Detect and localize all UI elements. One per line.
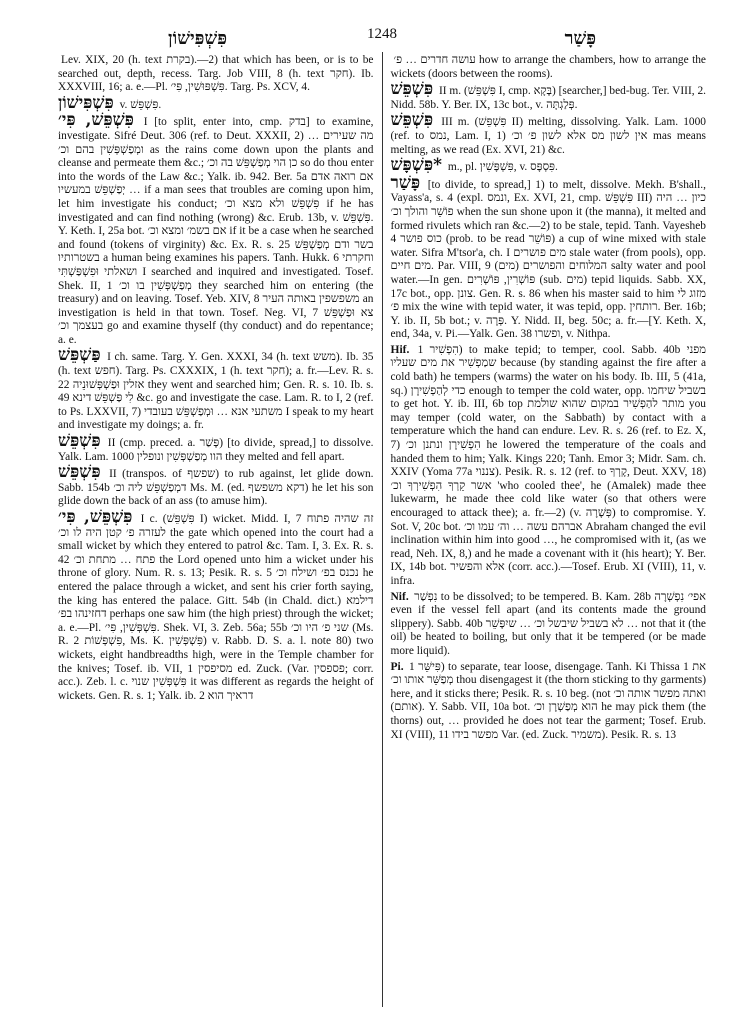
entry-headword: פִּשְׁפֵּשׁ	[390, 79, 434, 100]
entry-headword: פִּשְׁפֵּשׁ, פִּי׳	[58, 110, 134, 131]
entry-text: I c. (פִּשְׁפֵּשׁ I) wicket. Midd. I, 7 זה שהיה פתוח לעזרה פ׳ קטן היה לו וכ׳ the gate which opened into the court had a small wicket by which they entered to patrol &c. Tam. I, 3. Ex. R. s. 42 פתח … מתחת וכ׳ the Lord opened unto him a wicket under his throne of glory. Num. R. s. 13; Pesik. R. s. 5 נכנס בפ׳ ושילח וכ׳ he entered the palace through a wicket, and sent his crier forth saying, the king has entered the palace. Gitt. 54b (in Chald. dict.) דילמא דחזינהו בפ׳ perhaps one saw him (the high priest) through the wicket; a. e.—Pl. פִּשְׁפְּשִׁין, פִּי׳. Shek. VI, 3. Zeb. 56a; 55b שני פ׳ היו וכ׳ (Ms. R. 2 פִּשְׁפְּשׁוֹת, Ms. K. פִּשְׁפְּשִׁין) v. Rabb. D. S. a. l. note 80) two wickets, eight handbreadths high, were in the Temple chamber for the knives; Tosef. ib. VII, 1 מסיפסין ed. Zuck. (Var. פספסין; corr. acc.). Zeb. l. c. פִּשְׁפְּשִׁין שנוי it was different as regards the height of wickets. Gen. R. s. 1; Yalk. ib. 2 דראיך הוא	[58, 513, 374, 702]
dictionary-entry	[390, 172, 707, 342]
running-head-left: פִּשְׁפִּישׁוֹן	[168, 28, 227, 48]
dictionary-entry	[391, 344, 707, 589]
entry-headword: פִּשְׁפֵּשׁ	[390, 110, 434, 131]
entry-text: I [to split, enter into, cmp. בדק] to examine, investigate. Sifré Deut. 306 (ref. to Deut. XXXII, 2) מה שעירים … ומְפַשְׁפְּשִׁין בהם וכ׳ as the rains come down upon the plants and cleanse and permeate them &c.; כן הוי מְפַשְׁפֵּשׁ בה וכ׳ so do thou enter into the words of the Law &c.; Yalk. ib. 942. Ber. 5a אם רואה אדם … יְפַשְׁפֵּשׁ במעשיו if a man sees that troubles are coming upon him, let him investigate his conduct; פִּשְׁפֵּשׁ ולא מצא וכ׳ if he has investigated and can find nothing (wrong) &c. Erub. 13b, v. פִּשְׁפֵּשׁ. Y. Keth. I, 25a bot. אם בשמ׳ ומצא וכ׳ if it be a case when he searched and found (tokens of virginity) &c. Ex. R. s. 25 בשר ודם מְפַשְׁפֵּשׁ בשטרותיו a human being examines his papers. Tanh. Hukk. 6 וחקרתי ושאלתי וּפִשְׁפַּשְׁתִּי I searched and inquired and investigated. Tosef. Shek. II, 1 מְפַשְׁפְּשִׁין בו וכ׳ they searched him on entering (the treasury) and on leaving. Tosef. Yeb. XIV, 8 משפשפין באותה העיר an investigation is held in that town. Tosef. Neg. VI, 7 צא וּפַשְׁפֵּשׁ בעצמך וכ׳ go and examine thyself (thy conduct) and do repentance; a. e.	[58, 116, 374, 346]
entry-headword: *פִּשְׁפָּשׁ	[390, 155, 442, 176]
entry-headword: פַּשְׁפֵּשׁ	[58, 345, 101, 366]
binyan-label: Pi.	[390, 660, 404, 673]
dictionary-entry	[58, 507, 374, 703]
page-number: 1248	[367, 26, 397, 42]
entry-headword: פִּשְׁפִּישׁוֹן	[58, 92, 114, 113]
dictionary-entry	[58, 345, 374, 433]
entry-text: II (cmp. preced. a. פָּשַׁר) [to divide, spread,] to dissolve. Yalk. Lam. 1000 הוו מְפַשְׁפְּשִׁין ונופלין they melted and fell apart.	[58, 437, 374, 463]
dictionary-entry	[391, 591, 707, 659]
entry-text: פִּישֵּׁר 1) to separate, tear loose, disengage. Tanh. Ki Thissa 1 את מְפַשֵּׁר אותו וכ׳ thou disengagest it (the thorn sticking to thy garments) here, and it sticks there; Pesik. R. s. 10 beg. (not ואתה מפשר אותה וכ׳ (אותם). Y. Sabb. VII, 10a bot. הוא מְפַשְׁרָן וכ׳ he may pick them (the thorns) out, … provided he does not tear the garment; Tosef. Erub. XI (VIII), 11 מפשר בידו Var. (ed. Zuck. משמיר). Pesik. R. s. 13	[390, 660, 706, 741]
dictionary-entry	[391, 52, 707, 81]
entry-text: m., pl. פִּשְׁפָּשִׁין, v. פִּסְפָּס.	[447, 161, 558, 174]
entry-text: II m. (פִּשְׁפֵּשׁ I, cmp. בָּקָא) [searcher,] bed-bug. Ter. VIII, 2. Nidd. 58b. Y. Ber. IX, 13c bot., v. פְּלַגְתָּה.	[390, 85, 706, 111]
entry-headword: פִּשְׁפֵּשׁ	[58, 431, 101, 452]
dictionary-entry	[390, 79, 707, 112]
entry-text: [to divide, to spread,] 1) to melt, dissolve. Mekh. B'shall., Vayass'a, s. 4 (expl. ונמס, Ex. XVI, 21, cmp. פִּשְׁפֵּשׁ III) כיון … היה פוֹשֵׁר והולך וכ׳ when the sun shone upon it (the manna), it melted and formed rivulets which ran &c.—2) to be stale, tepid. Tanh. Vayesheb 4 כוס פושר (prob. to be read פּוֹשֵׁר) a cup of wine mixed with stale water. Sifra M'tsor'a, ch. I מים פושרים stale water (from pools), opp. מים חיים. Par. VIII, 9 (מים) המלוחים והפושרים salty water and pool water.—In gen. פּוֹשְׁרִין, פּוֹשְׁרִים (sub. מים) tepid liquids. Sabb. XX, 17c bot., opp. צונן. Gen. R. s. 86 when his master said to him מזוג לי פ׳ mix the wine with tepid water, it was tepid, opp. רותחין. Ber. 16b; Y. ib. II, 5b bot.; v. פְּרָה. Y. Nidd. II, beg. 50c; a. fr.—[Y. Keth. X, end, 34a, v. Pi.—Yalk. Gen. 38 ופשרו, v. Nithpa.	[390, 178, 706, 341]
running-head	[58, 18, 706, 52]
entry-text: II (transpos. of שפשף) to rub against, let glide down. Sabb. 154b דמְפַשְׁפֵּשׁ ליה וכ׳ Ms. M. (ed. דקא משפשף) he let his son glide down the back of an ass (to amuse him).	[58, 468, 374, 508]
entry-text: v. פִּשְׁפֵּשׁ.	[119, 98, 162, 111]
entry-text: עושה חדרים … פ׳ how to arrange the chambers, how to arrange the wickets (doors between the rooms).	[390, 54, 706, 80]
dictionary-entry	[58, 431, 374, 464]
dictionary-entry	[391, 661, 707, 743]
entry-headword: פִּשְׁפֵּשׁ	[58, 462, 101, 483]
entry-headword: פָּשַׁר	[390, 172, 421, 193]
right-column	[382, 52, 707, 1007]
entry-text: נִפְשַׁר to be dissolved; to be tempered. B. Kam. 28b אפי׳ נִפְשְׁרָה even if the vessel fell apart (and its contents made the ground slippery). Sabb. 40b לא בשביל שיבשל וכ׳ … שיִפָּשֵׁר … not that it (the oil) be heated to boiling, but only that it be tempered (or be made more liquid).	[390, 590, 706, 657]
dictionary-entry	[390, 110, 707, 157]
left-column	[58, 52, 382, 1007]
dictionary-entry	[58, 110, 374, 347]
entry-text: הִפְשִׁיר 1) to make tepid; to temper, cool. Sabb. 40b מפני שמַפְשִׁיר את מים שעליו because (by standing against the fire after a cold bath) he tempers (warms) the water on his body. Ib. III, 5 (41a, sq.) כדי לְהַפְשִׁירָן enough to temper the cold water, opp. בשביל שיחמו to get hot. Y. ib. III, 6b top מותר להַפְשִׁיר במקום שהוא שולמת you may temper (cold water, on the Sabbath) by contact with a temperature which the hand can endure. Lev. R. s. 26 (ref. to Ez. X, 7) הִפְשִׁירָן ונתנן וכ׳ he lowered the temperature of the coals and handed them to him; Yalk. Kings 220; Tanh. Emor 3; Midr. Sam. ch. XXIV (Yoma 77a צננוי). Pesik. R. s. 12 (ref. to קָרְךָ, Deut. XXV, 18) אשר קֵרְךָ הִפְשִׁירְךָ וכ׳ 'who cooled thee', he (Amalek) made thee lukewarm, he made thee cold like water (so that others were encouraged to attack thee); a. fr.—2) (v. פְּשָׁרָה) to compromise. Y. Sot. V, 20c bot. אברהם עשה … וה׳ עמו וכ׳ Abraham changed the evil inclination within him into good …, he compromised with it, (as we read, Neh. IX, 8,) and he made a covenant with it (his heart); Y. Ber. IX, 14b bot. אלא והפשיר (corr. acc.).—Tosef. Erub. XI (VIII), 11, v. infra.	[390, 343, 706, 587]
running-head-right: פָּשַׁר	[564, 28, 596, 48]
binyan-label: Hif.	[390, 343, 410, 356]
entry-text: I ch. same. Targ. Y. Gen. XXXI, 34 (h. text משש). Ib. 35 (h. text חפש). Targ. Ps. CXXXIX, 1 (h. text חקר); a. fr.—Lev. R. s. 22 אזלין וּפַשְׁפְּשׁוּנֵיה they went and searched him; Gen. R. s. 10. Ib. s. 49 לִי פַּשְׁפֵּשׁ דינא &c. go and investigate the case. Lam. R. to I, 2 (ref. to Ps. LXXVII, 7) משתעי אנא … וּמְפַשְׁפֵּשׁ בעובדי I speak to my heart and investigate my doings; a. fr.	[58, 351, 374, 432]
entry-text: III m. (פִּשְׁפֵּשׁ II) melting, dissolving. Yalk. Lam. 1000 (ref. to נמס, Lam. I, 1) אין לשון מס אלא לשון פ׳ וכ׳ mas means melting, as we read (Ex. XVI, 21) &c.	[390, 116, 706, 156]
binyan-label: Nif.	[390, 590, 409, 603]
dictionary-entry	[390, 155, 707, 176]
dictionary-entry	[58, 52, 374, 95]
entry-headword: פִּשְׁפֵּשׁ, פִּי׳	[58, 507, 133, 527]
entry-text: Lev. XIX, 20 (h. text בקרת).—2) that which has been, or is to be searched out, depth, recess. Targ. Job VIII, 8 (h. text חקר). Ib. XXXVIII, 16; a. e.—Pl. פִּשְׁפּוּשִׁין, פִּי׳. Targ. Ps. XCV, 4.	[58, 54, 374, 94]
dictionary-entry	[58, 462, 374, 509]
two-column-body	[58, 52, 706, 1007]
